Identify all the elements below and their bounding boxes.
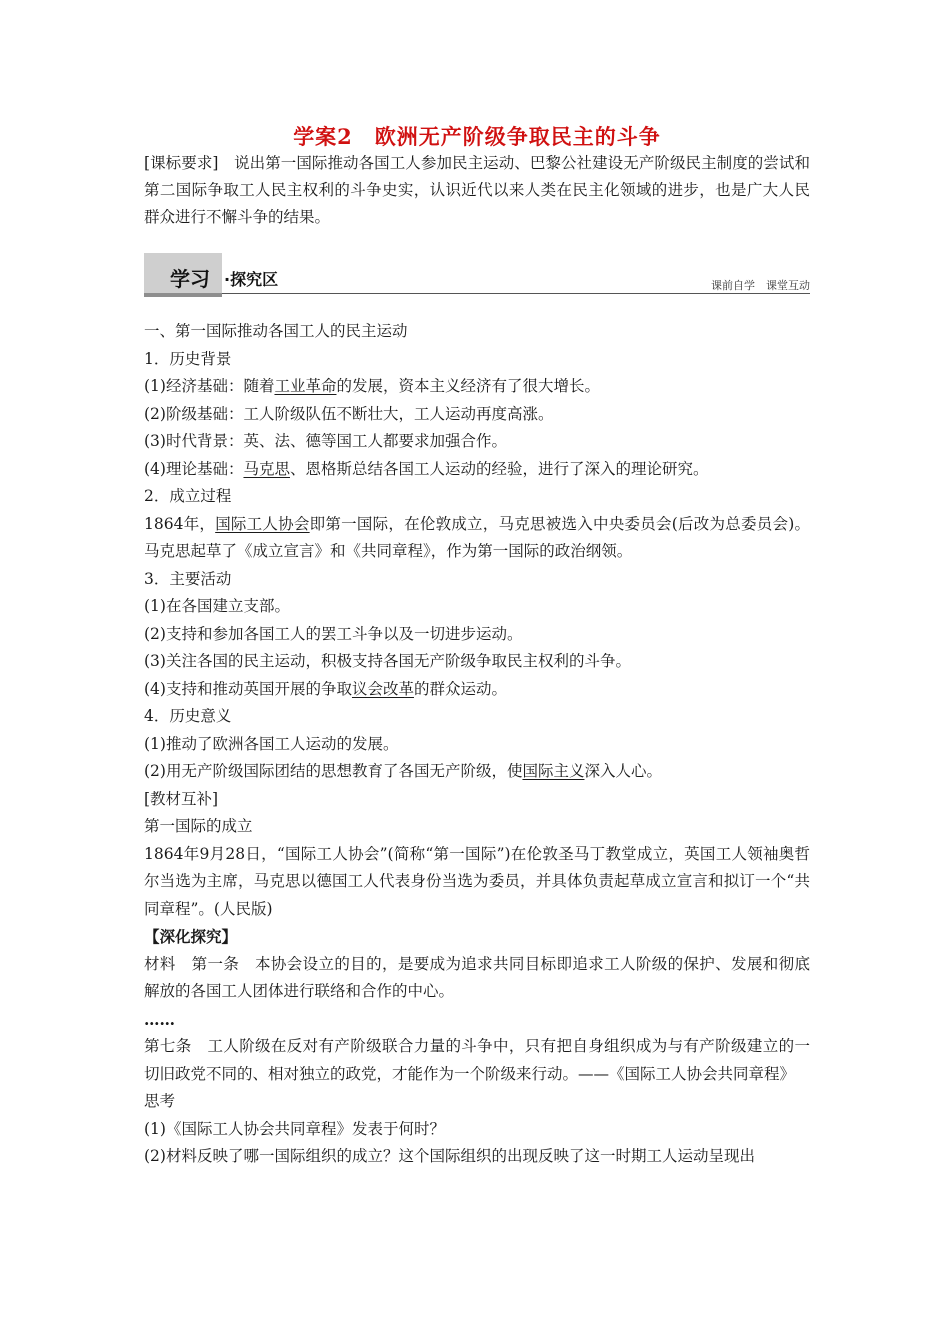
supplement-text: 1864年9月28日，“国际工人协会”(简称“第一国际”)在伦敦圣马丁教堂成立，英国工人领袖奥哲尔当选为主席，马克思以德国工人代表身份当选为委员，并具体负责起草成立宣言和拟订一个“共同章程”。(人民版) <box>144 844 810 918</box>
page-title: 学案2 欧洲无产阶级争取民主的斗争 <box>293 124 661 149</box>
think-label: 思考 <box>144 1092 176 1110</box>
list-item: (3)时代背景：英、法、德等国工人都要求加强合作。 <box>144 432 507 450</box>
deep-inquiry-tag: 【深化探究】 <box>144 927 238 946</box>
banner-sub-label: ·探究区 <box>224 270 279 289</box>
banner-right-label: 课前自学 课堂互动 <box>711 279 810 292</box>
question: (2)材料反映了哪一国际组织的成立？这个国际组织的出现反映了这一时期工人运动呈现出 <box>144 1147 755 1165</box>
banner-underline-thick <box>144 293 222 297</box>
paragraph: 1864年，国际工人协会即第一国际，在伦敦成立，马克思被选入中央委员会(后改为总委员会)。马克思起草了《成立宣言》和《共同章程》，作为第一国际的政治纲领。 <box>144 514 810 560</box>
underlined-term: 议会改革 <box>351 679 414 698</box>
subheading-process: 2．成立过程 <box>144 487 232 505</box>
underlined-term: 工业革命 <box>274 377 337 395</box>
content-body <box>144 318 810 1171</box>
subheading-significance: 4．历史意义 <box>144 707 232 725</box>
banner-underline <box>222 293 810 294</box>
banner-main-label: 学习 <box>170 267 210 291</box>
underlined-term: 国际主义 <box>522 762 585 780</box>
supplement-heading: 第一国际的成立 <box>144 817 253 835</box>
list-item: (4)支持和推动英国开展的争取议会改革的群众运动。 <box>144 679 507 698</box>
list-item: (1)推动了欧洲各国工人运动的发展。 <box>144 734 399 753</box>
list-item: (2)用无产阶级国际团结的思想教育了各国无产阶级，使国际主义深入人心。 <box>144 762 662 780</box>
material-text: 材料 第一条 本协会设立的目的，是要成为追求共同目标即追求工人阶级的保护、发展和彻底解放的各国工人团体进行联络和合作的中心。 <box>144 954 810 1000</box>
section-banner <box>144 253 810 297</box>
question: (1)《国际工人协会共同章程》发表于何时？ <box>144 1119 445 1138</box>
underlined-term: 马克思 <box>243 459 290 478</box>
subheading-activities: 3．主要活动 <box>144 569 232 588</box>
ellipsis: …… <box>144 1009 175 1029</box>
supplement-tag: [教材互补] <box>144 789 219 808</box>
article-seven-text: 第七条 工人阶级在反对有产阶级联合力量的斗争中，只有把自身组织成为与有产阶级建立的一切旧政党不同的、相对独立的政党，才能作为一个阶级来行动。——《国际工人协会共同章程》 <box>144 1037 810 1083</box>
section-heading: 一、第一国际推动各国工人的民主运动 <box>144 322 408 340</box>
curriculum-requirements: [课标要求] 说出第一国际推动各国工人参加民主运动、巴黎公社建设无产阶级民主制度的尝试和第二国际争取工人民主权利的斗争史实，认识近代以来人类在民主化领域的进步，也是广大人民群众进行不懈斗争的结果。 <box>144 154 810 226</box>
list-item: (4)理论基础：马克思、恩格斯总结各国工人运动的经验，进行了深入的理论研究。 <box>144 459 709 478</box>
list-item: (2)阶级基础：工人阶级队伍不断壮大，工人运动再度高涨。 <box>144 404 554 423</box>
underlined-term: 国际工人协会 <box>215 514 310 533</box>
list-item: (1)在各国建立支部。 <box>144 597 290 615</box>
subheading-background: 1．历史背景 <box>144 349 232 368</box>
list-item: (2)支持和参加各国工人的罢工斗争以及一切进步运动。 <box>144 624 523 643</box>
list-item: (1)经济基础：随着工业革命的发展，资本主义经济有了很大增长。 <box>144 377 600 395</box>
list-item: (3)关注各国的民主运动，积极支持各国无产阶级争取民主权利的斗争。 <box>144 652 631 670</box>
